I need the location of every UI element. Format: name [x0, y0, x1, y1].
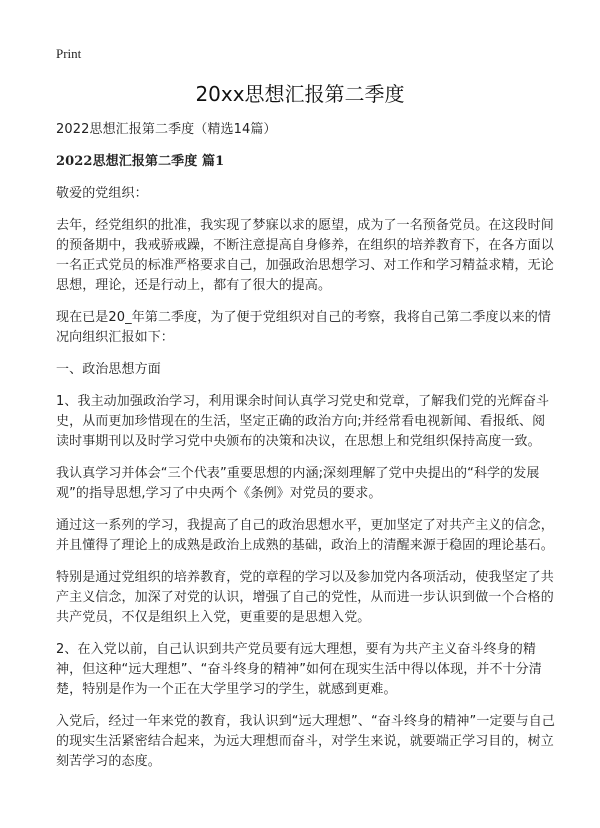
paragraph: 通过这一系列的学习，我提高了自己的政治思想水平，更加坚定了对共产主义的信念，并且懂得了理论上的成熟是政治上成熟的基础，政治上的清醒来源于稳固的理论基石。: [56, 518, 554, 553]
document-subtitle: 2022思想汇报第二季度（精选14篇）: [56, 122, 277, 137]
paragraph: 入党后，经过一年来党的教育，我认识到“远大理想”、“奋斗终身的精神”一定要与自己的现实生活紧密结合起来，为远大理想而奋斗，对学生来说，就要端正学习目的，树立刻苦学习的态度。: [56, 714, 555, 769]
paragraph-salutation: 敬爱的党组织：: [56, 186, 148, 201]
paragraph: 1、我主动加强政治学习，利用课余时间认真学习党史和党章，了解我们党的光辉奋斗史，从而更加珍惜现在的生活，坚定正确的政治方向;并经常看电视新闻、看报纸、阅读时事期刊以及时学习党中央颁布的决策和决议，在思想上和党组织保持高度一致。: [56, 394, 550, 449]
section-heading: 2022思想汇报第二季度 篇1: [56, 154, 225, 169]
page-title: 20xx思想汇报第二季度: [195, 82, 405, 106]
paragraph: 现在已是20_年第二季度，为了便于党组织对自己的考察，我将自己第二季度以来的情况向组织汇报如下：: [56, 310, 551, 345]
paragraph: 2、在入党以前，自己认识到共产党员要有远大理想，要有为共产主义奋斗终身的精神，但这种“远大理想”、“奋斗终身的精神”如何在现实生活中得以体现，并不十分清楚，特别是作为一个正在大学里学习的学生，就感到更难。: [56, 642, 542, 697]
paragraph-heading: 一、政治思想方面: [56, 362, 161, 377]
document-body: [56, 120, 556, 784]
paragraph: 去年，经党组织的批准，我实现了梦寐以求的愿望，成为了一名预备党员。在这段时间的预备期中，我戒骄戒躁，不断注意提高自身修养，在组织的培养教育下，在各方面以一名正式党员的标准严格要求自己，加强政治思想学习、对工作和学习精益求精，无论思想，理论，还是行动上，都有了很大的提高。: [56, 218, 554, 293]
paragraph: 我认真学习并体会“三个代表”重要思想的内涵;深刻理解了党中央提出的“科学的发展观”的指导思想,学习了中央两个《条例》对党员的要求。: [56, 466, 540, 501]
paragraph: 特别是通过党组织的培养教育，党的章程的学习以及参加党内各项活动，使我坚定了共产主义信念，加深了对党的认识，增强了自己的党性，从而进一步认识到做一个合格的共产党员，不仅是组织上入党，更重要的是思想入党。: [56, 570, 554, 625]
print-link[interactable]: Print: [56, 46, 82, 61]
